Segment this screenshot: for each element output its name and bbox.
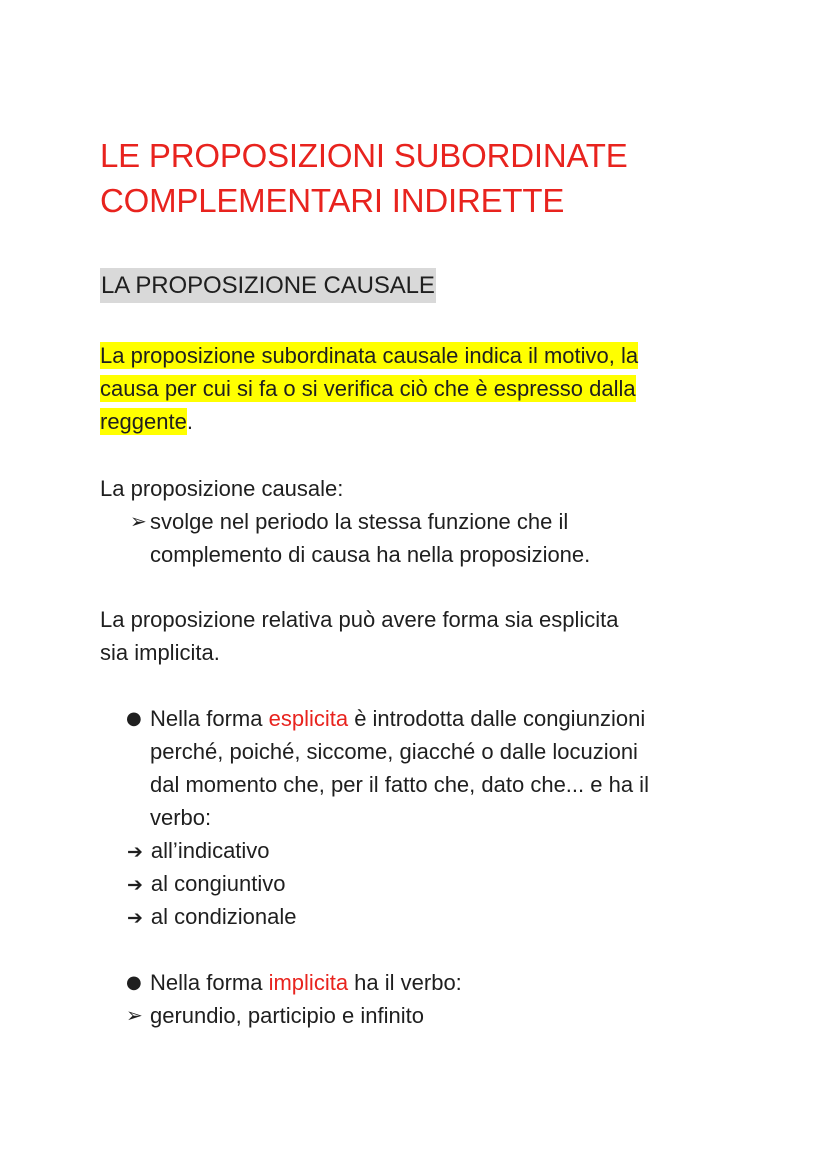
implicit-text [126, 966, 726, 999]
intro-point [130, 505, 690, 571]
bullet-dot-icon: ● [126, 708, 142, 729]
implicit-rest: ha il verbo: [348, 970, 462, 995]
explicit-item-label: all’indicativo [150, 838, 270, 863]
intro-label: La proposizione causale: [100, 476, 344, 501]
explicit-keyword: esplicita [268, 706, 349, 731]
implicit-detail-text: gerundio, participio e infinito [150, 1003, 424, 1028]
definition-line-2: causa per cui si fa o si verifica ciò che è espresso dalla [100, 376, 636, 401]
implicit-prefix: Nella forma [150, 970, 269, 995]
explicit-prefix: Nella forma [150, 706, 269, 731]
form-line-2: sia implicita. [100, 640, 220, 665]
form-paragraph [100, 603, 740, 669]
arrowhead-bullet-icon: ➢ [130, 509, 147, 533]
explicit-item [127, 900, 296, 935]
definition-period: . [186, 409, 193, 434]
title-line-2: COMPLEMENTARI INDIRETTE [100, 182, 565, 219]
section-heading: LA PROPOSIZIONE CAUSALE [100, 268, 436, 303]
implicit-detail [100, 999, 660, 1032]
definition-paragraph [100, 339, 740, 438]
explicit-line-4: verbo: [150, 805, 212, 830]
form-line-1: La proposizione relativa può avere forma sia esplicita [100, 607, 619, 632]
intro-block [100, 472, 591, 567]
implicit-keyword: implicita [268, 970, 349, 995]
explicit-bullet [126, 702, 726, 834]
definition-line-1: La proposizione subordinata causale indica il motivo, la [100, 343, 639, 368]
definition-line-3: reggente [100, 409, 187, 434]
title-line-1: LE PROPOSIZIONI SUBORDINATE [100, 137, 628, 174]
explicit-item-label: al condizionale [150, 904, 297, 929]
bullet-dot-icon: ● [126, 972, 142, 993]
explicit-item [127, 834, 270, 869]
explicit-line-2: perché, poiché, siccome, giacché o dalle locuzioni [150, 739, 638, 764]
explicit-line-3: dal momento che, per il fatto che, dato che... e ha il [150, 772, 649, 797]
explicit-line-1-rest: è introdotta dalle congiunzioni [348, 706, 646, 731]
right-arrow-icon: ➔ [127, 874, 143, 896]
explicit-item-label: al congiuntivo [150, 871, 286, 896]
intro-point-line-1: svolge nel periodo la stessa funzione che il [150, 509, 569, 534]
explicit-item [127, 867, 285, 902]
explicit-text [126, 702, 726, 834]
implicit-bullet [126, 966, 726, 999]
arrowhead-bullet-icon: ➢ [126, 1003, 143, 1027]
right-arrow-icon: ➔ [127, 907, 143, 929]
document-title [100, 133, 628, 223]
right-arrow-icon: ➔ [127, 841, 143, 863]
intro-point-line-2: complemento di causa ha nella proposizione. [150, 542, 591, 567]
